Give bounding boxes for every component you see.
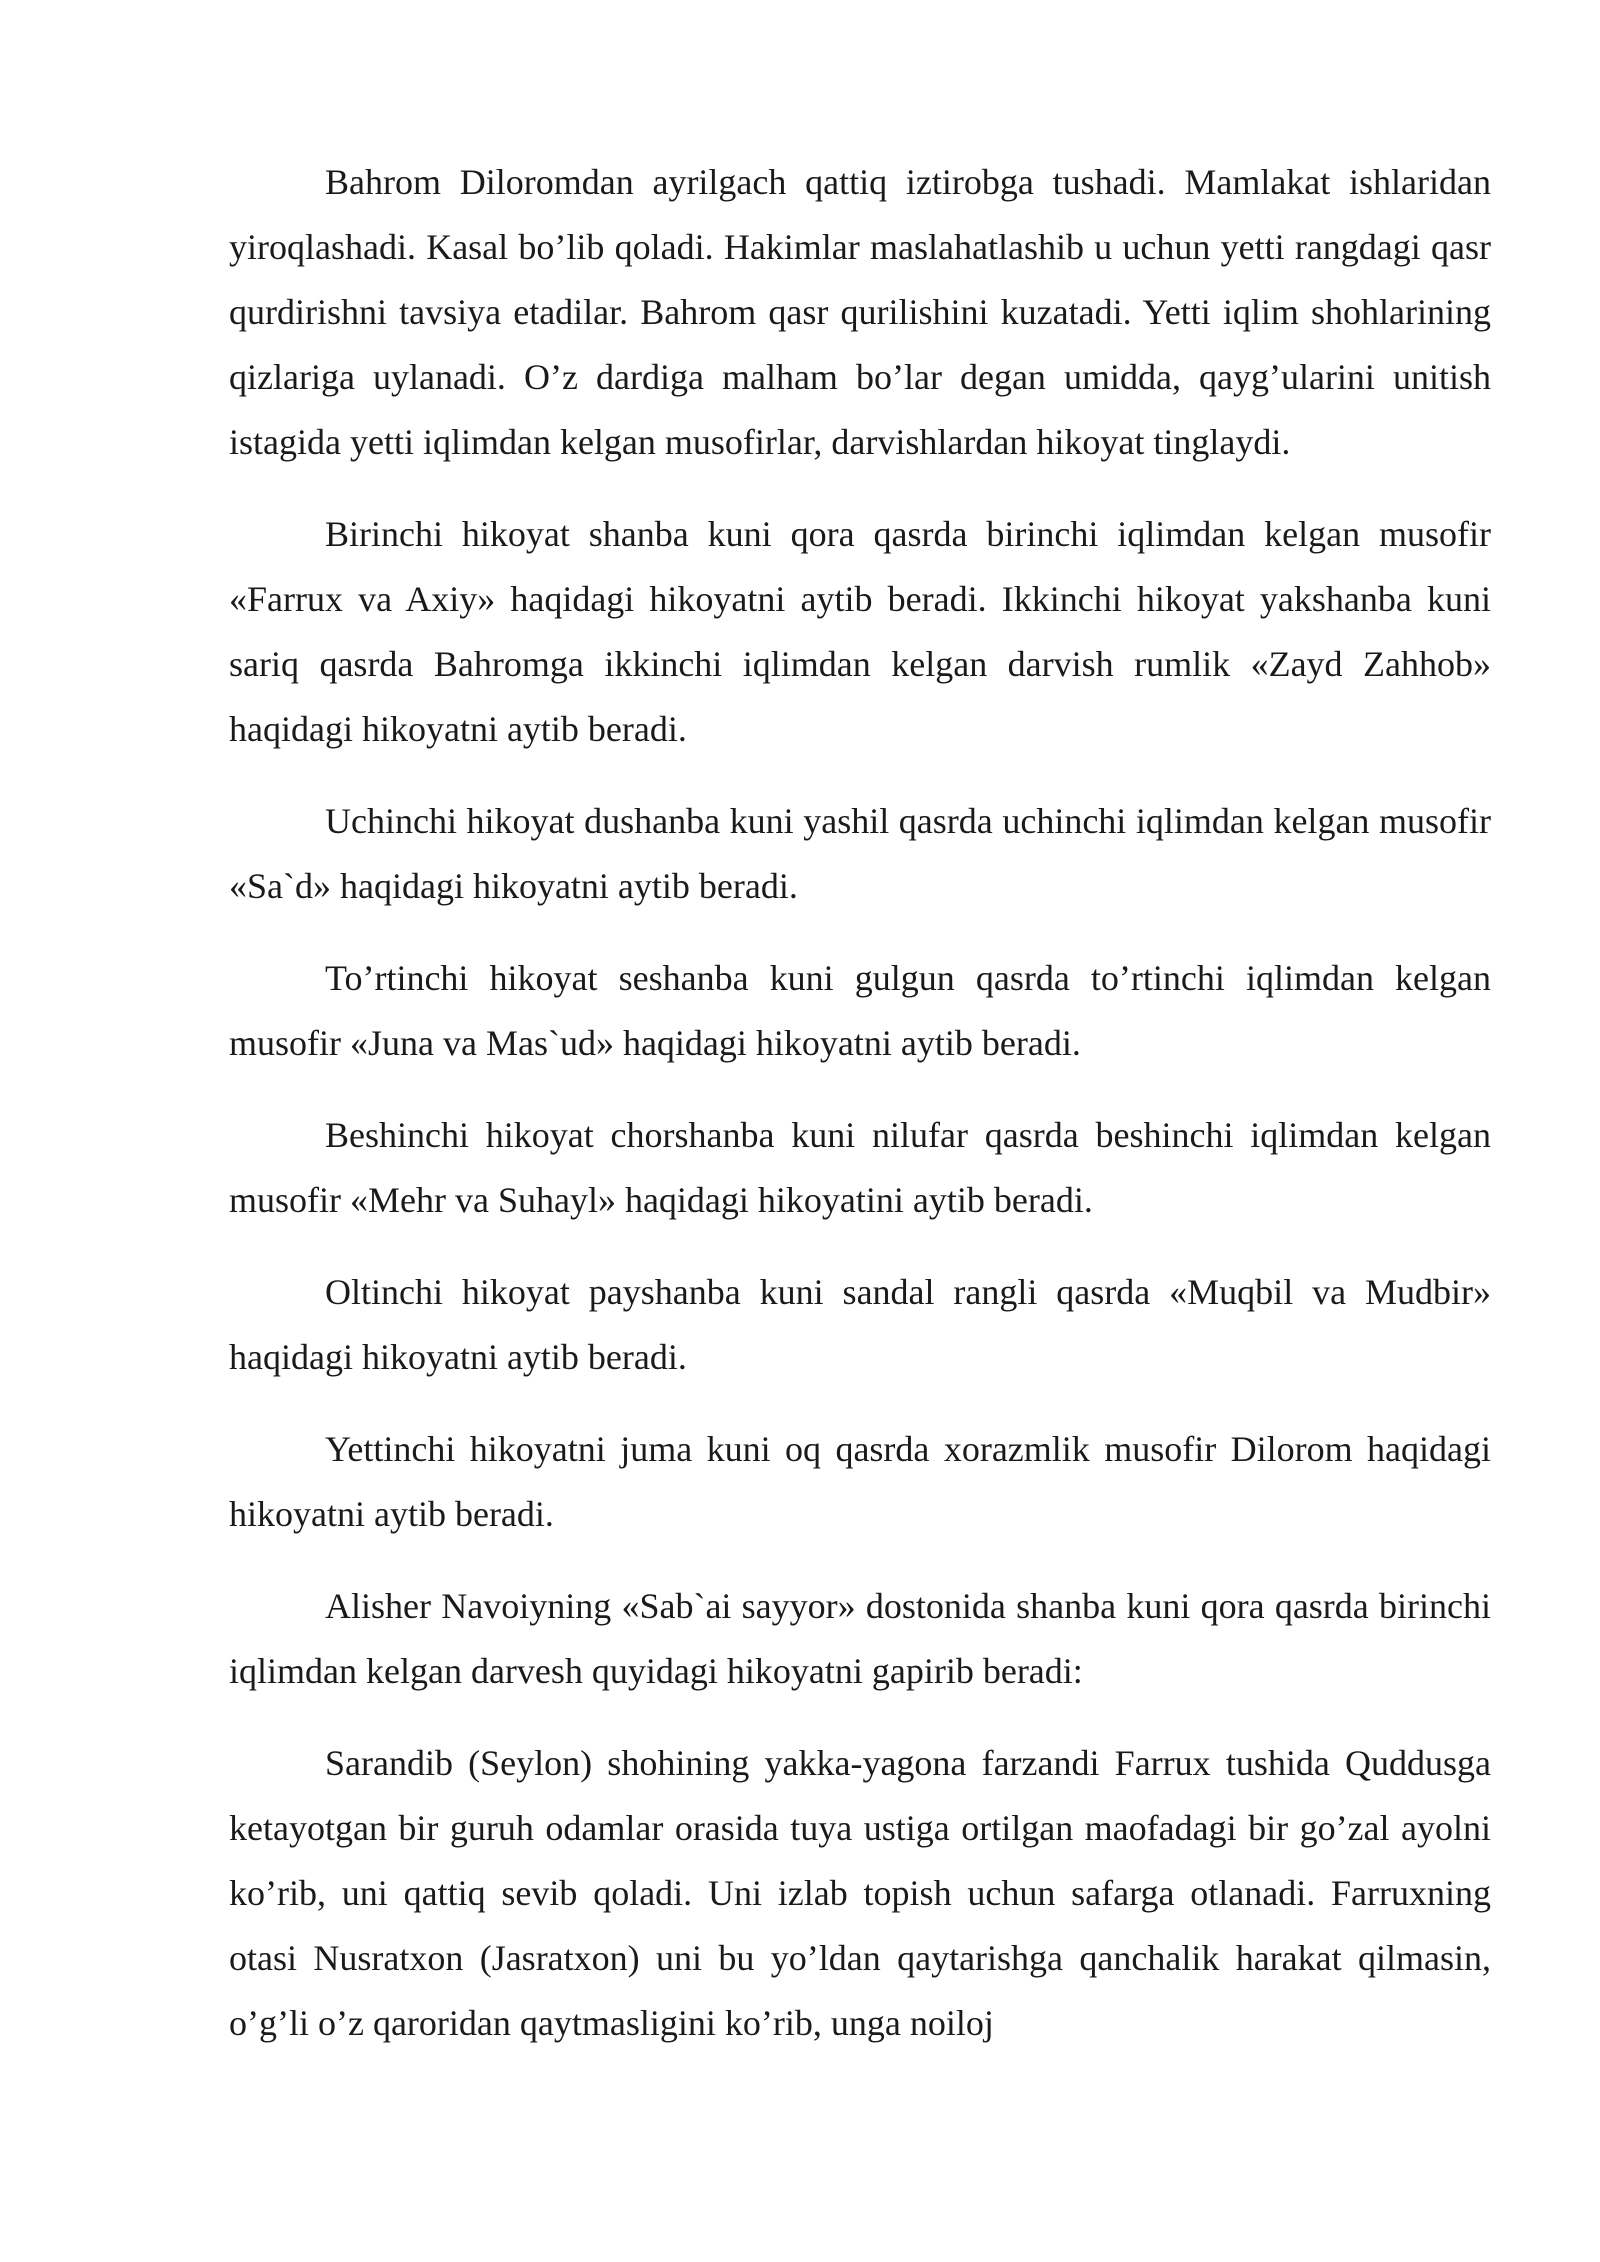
paragraph-third-story: Uchinchi hikoyat dushanba kuni yashil qasrda uchinchi iqlimdan kelgan musofir «Sa`d» haqidagi hikoyatni aytib beradi.	[229, 801, 1491, 906]
paragraph-fifth-story: Beshinchi hikoyat chorshanba kuni nilufar qasrda beshinchi iqlimdan kelgan musofir «Mehr va Suhayl» haqidagi hikoyatini aytib beradi.	[229, 1115, 1491, 1220]
paragraph-navoiy-intro: Alisher Navoiyning «Sab`ai sayyor» dostonida shanba kuni qora qasrda birinchi iqlimdan kelgan darvesh quyidagi hikoyatni gapirib beradi:	[229, 1586, 1491, 1691]
paragraph-sixth-story: Oltinchi hikoyat payshanba kuni sandal rangli qasrda «Muqbil va Mudbir» haqidagi hikoyatni aytib beradi.	[229, 1272, 1491, 1377]
document-body	[229, 150, 1491, 2056]
paragraph-first-second-story: Birinchi hikoyat shanba kuni qora qasrda birinchi iqlimdan kelgan musofir «Farrux va Axiy» haqidagi hikoyatni aytib beradi. Ikkinchi hikoyat yakshanba kuni sariq qasrda Bahromga ikkinchi iqlimdan kelgan darvish rumlik «Zayd Zahhob» haqidagi hikoyatni aytib beradi.	[229, 514, 1491, 749]
paragraph-fourth-story: To’rtinchi hikoyat seshanba kuni gulgun qasrda to’rtinchi iqlimdan kelgan musofir «Juna va Mas`ud» haqidagi hikoyatni aytib beradi.	[229, 958, 1491, 1063]
paragraph-bahrom-intro: Bahrom Diloromdan ayrilgach qattiq iztirobga tushadi. Mamlakat ishlaridan yiroqlashadi. Kasal bo’lib qoladi. Hakimlar maslahatlashib u uchun yetti rangdagi qasr qurdirishni tavsiya etadilar. Bahrom qasr qurilishini kuzatadi. Yetti iqlim shohlarining qizlariga uylanadi. O’z dardiga malham bo’lar degan umidda, qayg’ularini unitish istagida yetti iqlimdan kelgan musofirlar, darvishlardan hikoyat tinglaydi.	[229, 162, 1491, 462]
paragraph-farrux-story: Sarandib (Seylon) shohining yakka-yagona farzandi Farrux tushida Quddusga ketayotgan bir guruh odamlar orasida tuya ustiga ortilgan maofadagi bir go’zal ayolni ko’rib, uni qattiq sevib qoladi. Uni izlab topish uchun safarga otlanadi. Farruxning otasi Nusratxon (Jasratxon) uni bu yo’ldan qaytarishga qanchalik harakat qilmasin, o’g’li o’z qaroridan qaytmasligini ko’rib, unga noiloj	[229, 1743, 1491, 2043]
paragraph-seventh-story: Yettinchi hikoyatni juma kuni oq qasrda xorazmlik musofir Dilorom haqidagi hikoyatni aytib beradi.	[229, 1429, 1491, 1534]
